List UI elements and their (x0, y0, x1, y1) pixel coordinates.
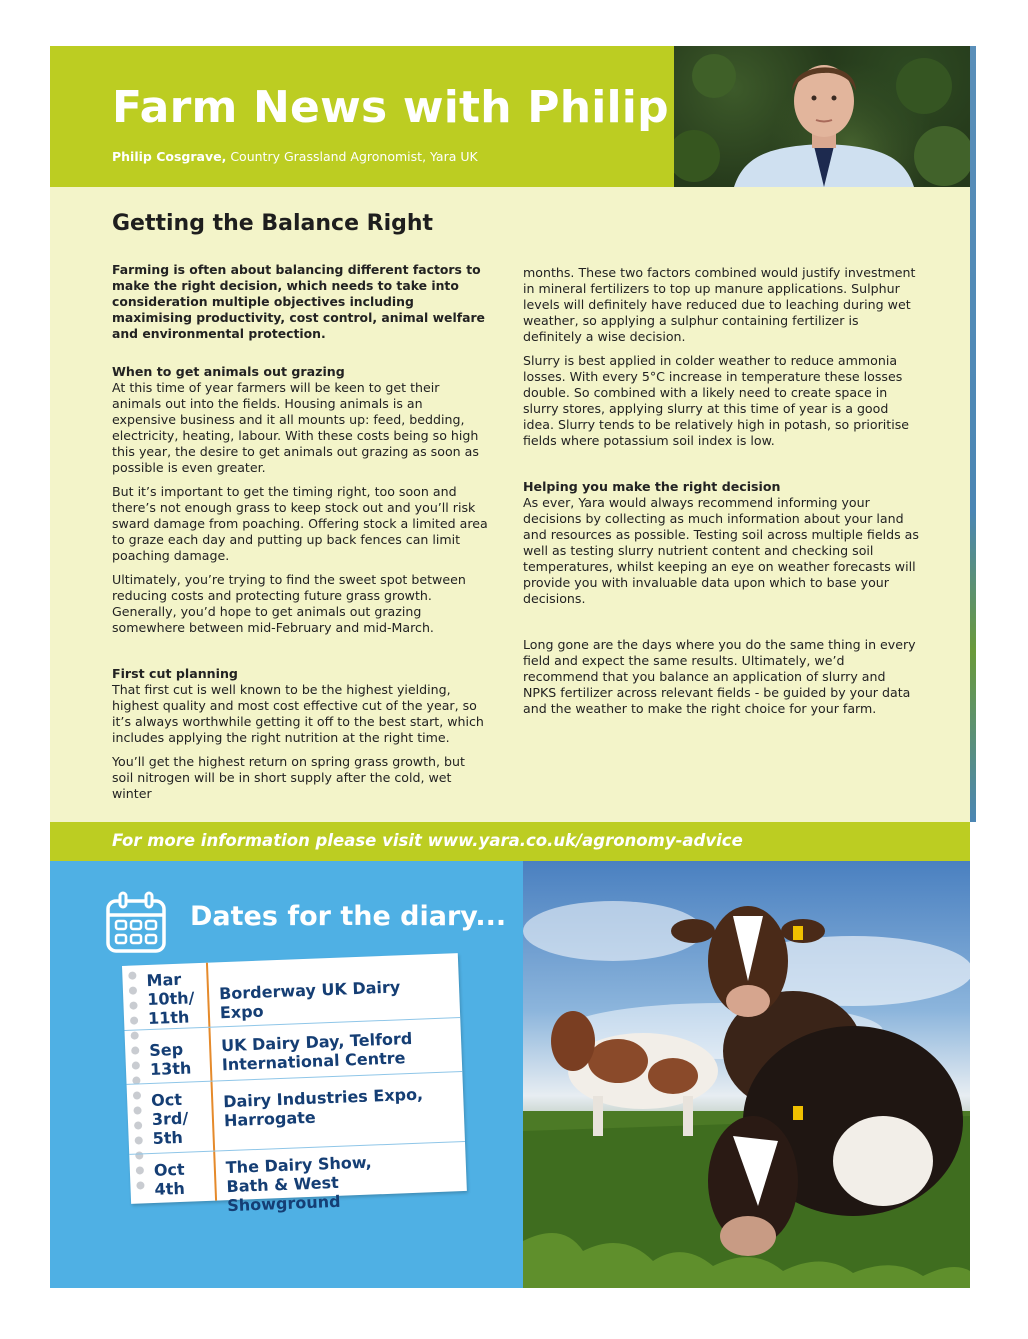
first-cut-paragraph-1: That first cut is well known to be the highest yielding, highest quality and most cost effective cut of the year, so it’s always worthwhile getting it off to the best start, which includes applying the right nutrition at the right time. (112, 682, 484, 745)
right-paragraph-2: Slurry is best applied in colder weather to reduce ammonia losses. With every 5°C increase in temperature these losses double. So combined with a likely need to create space in slurry stores, applying slurry at this time of year is a good idea. Slurry tends to be relatively high in potash, so prioritise fields where potassium soil index is low. (523, 353, 910, 448)
event-date: Mar 10th/ 11th (146, 969, 195, 1029)
event-name: UK Dairy Day, Telford International Centre (220, 1028, 413, 1075)
decorative-edge (970, 46, 976, 822)
article-column-left (112, 262, 490, 810)
byline (112, 149, 478, 164)
header-banner (50, 46, 972, 187)
diary-title: Dates for the diary... (190, 901, 507, 932)
diary-panel (50, 861, 523, 1288)
info-bar (50, 822, 970, 861)
event-date: Oct 3rd/ 5th (150, 1089, 189, 1148)
article-panel (50, 187, 970, 822)
event-name: Dairy Industries Expo, Harrogate (222, 1084, 424, 1131)
page-title: Farm News with Philip (112, 82, 669, 133)
decision-paragraph-2: Long gone are the days where you do the same thing in every field and expect the same results. Ultimately, we’d recommend that you balance an application of slurry and NPKS fertilizer across relevant fields - be guided by your data and the weather to make the right choice for your farm. (523, 637, 916, 716)
grazing-paragraph-2: But it’s important to get the timing right, too soon and there’s not enough grass to keep stock out and you’ll risk sward damage from poaching. Offering stock a limited area to graze each day and putting up back fences can limit poaching damage. (112, 484, 488, 563)
event-date: Oct 4th (153, 1159, 186, 1199)
event-name: The Dairy Show, Bath & West Showground (225, 1152, 372, 1216)
article-title: Getting the Balance Right (112, 211, 434, 236)
first-cut-paragraph-2: You’ll get the highest return on spring grass growth, but soil nitrogen will be in short supply after the cold, wet winter (112, 754, 465, 801)
calendar-icon (104, 891, 168, 955)
cows-photo (523, 861, 970, 1288)
event-name: Borderway UK Dairy Expo (218, 977, 401, 1023)
author-name: Philip Cosgrave, (112, 149, 227, 164)
author-portrait (674, 46, 972, 187)
decision-heading: Helping you make the right decision (523, 479, 781, 494)
event-date: Sep 13th (148, 1039, 192, 1079)
info-link-text[interactable]: For more information please visit www.yara.co.uk/agronomy-advice (112, 831, 743, 850)
grazing-heading: When to get animals out grazing (112, 364, 345, 379)
first-cut-heading: First cut planning (112, 666, 238, 681)
diary-notepad (122, 953, 467, 1216)
right-paragraph-1: months. These two factors combined would justify investment in mineral fertilizers to top up manure applications. Sulphur levels will definitely have reduced due to leaching during wet weather, so applying a sulphur containing fertilizer is definitely a wise decision. (523, 265, 916, 344)
article-lead: Farming is often about balancing different factors to make the right decision, which needs to take into consideration multiple objectives including maximising productivity, cost control, animal welfare and environmental protection. (112, 262, 485, 341)
grazing-paragraph-1: At this time of year farmers will be keen to get their animals out into the fields. Housing animals is an expensive business and it all mounts up: feed, bedding, electricity, heating, labour. With these costs being so high this year, the desire to get animals out grazing as soon as possible is even greater. (112, 380, 479, 475)
article-column-right (523, 265, 919, 725)
grazing-paragraph-3: Ultimately, you’re trying to find the sweet spot between reducing costs and protecting future grass growth. Generally, you’d hope to get animals out grazing somewhere between mid-February and mid-March. (112, 572, 466, 635)
author-role: Country Grassland Agronomist, Yara UK (230, 149, 478, 164)
decision-paragraph-1: As ever, Yara would always recommend informing your decisions by collecting as much information about your land and resources as possible. Testing soil across multiple fields as well as testing slurry nutrient content and checking soil temperatures, whilst keeping an eye on weather forecasts will provide you with invaluable data upon which to base your decisions. (523, 495, 919, 606)
